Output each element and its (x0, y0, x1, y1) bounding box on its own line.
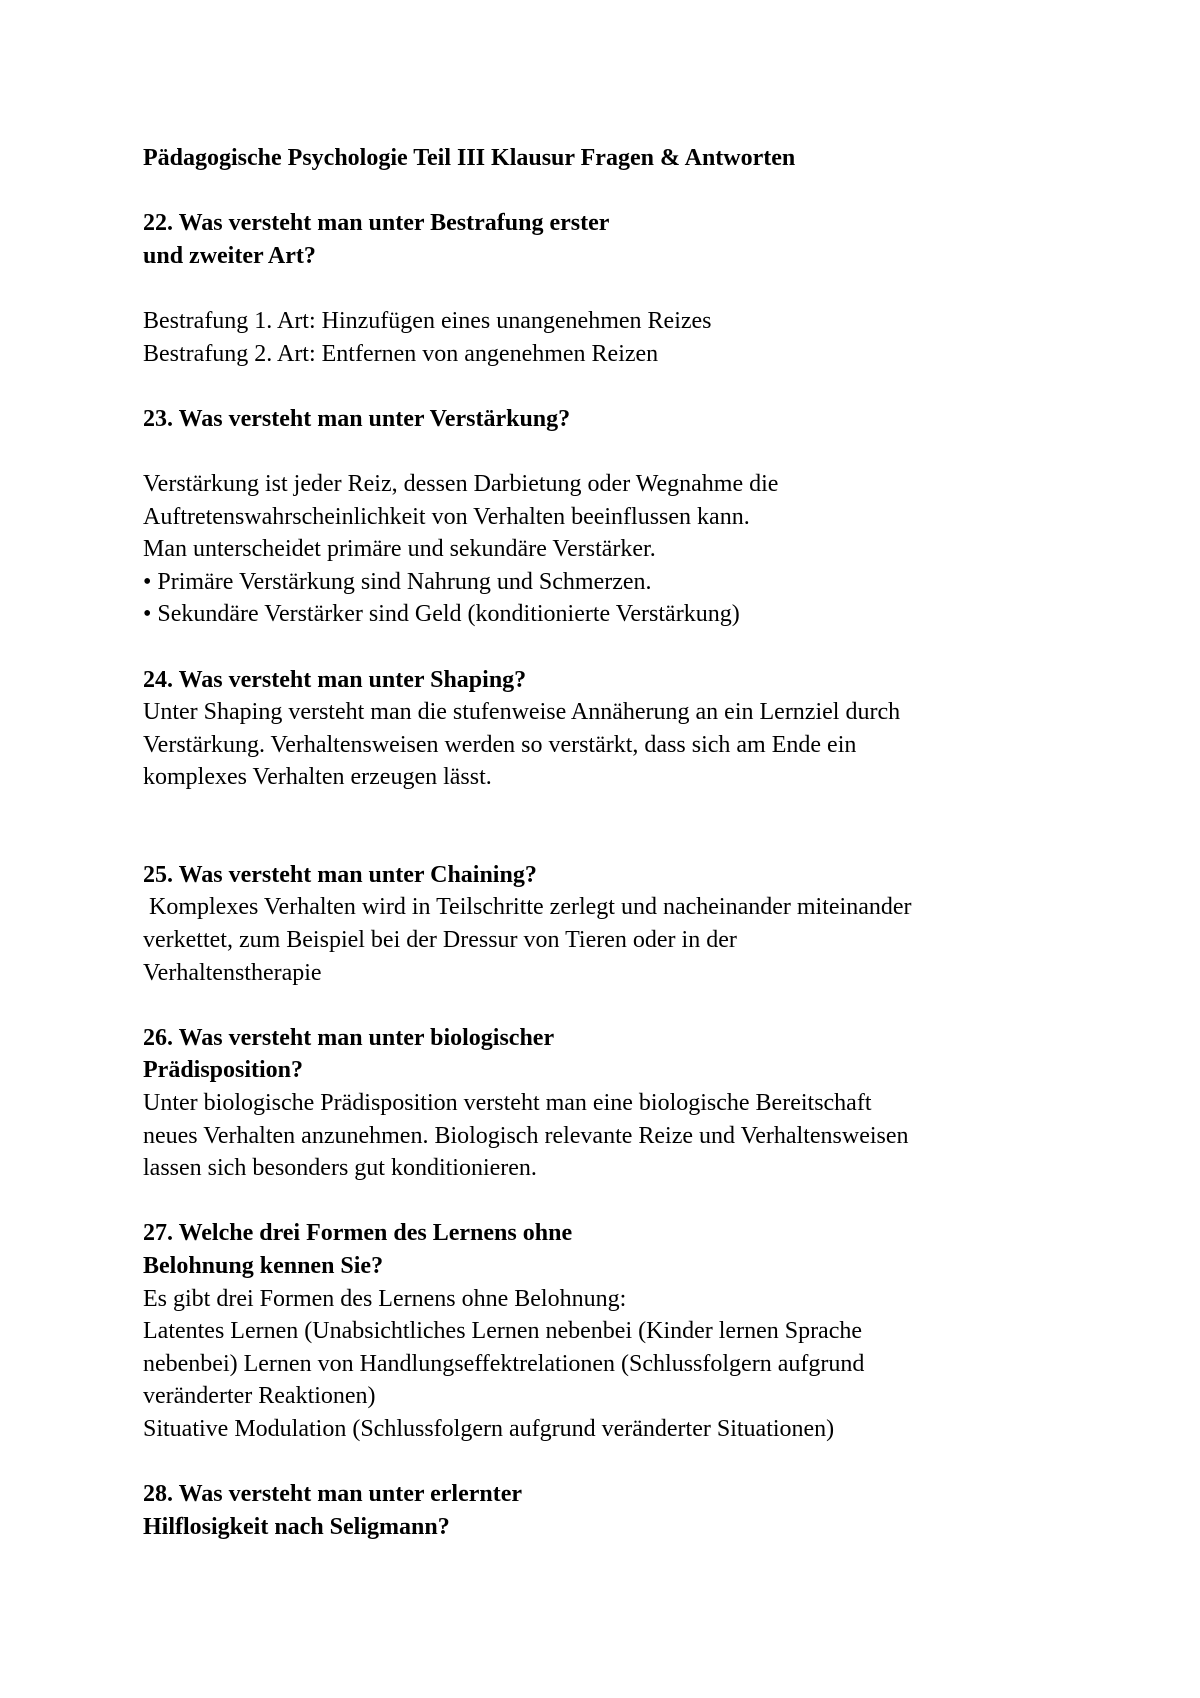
answer-27-line-5: Situative Modulation (Schlussfolgern aufgrund veränderter Situationen) (143, 1415, 835, 1442)
question-27-line-1: 27. Welche drei Formen des Lernens ohne (143, 1220, 573, 1247)
answer-23-line-2: Auftretenswahrscheinlichkeit von Verhalten beeinflussen kann. (143, 503, 750, 530)
question-22-line-1: 22. Was versteht man unter Bestrafung erster (143, 210, 610, 237)
answer-25-line-1: Komplexes Verhalten wird in Teilschritte zerlegt und nacheinander miteinander (143, 894, 912, 921)
question-26-line-1: 26. Was versteht man unter biologischer (143, 1024, 555, 1051)
document-page (143, 142, 1103, 1543)
answer-27-line-1: Es gibt drei Formen des Lernens ohne Belohnung: (143, 1285, 627, 1312)
answer-24-line-1: Unter Shaping versteht man die stufenweise Annäherung an ein Lernziel durch (143, 699, 901, 726)
answer-22-line-2: Bestrafung 2. Art: Entfernen von angenehmen Reizen (143, 340, 659, 367)
document-title: Pädagogische Psychologie Teil III Klausur Fragen & Antworten (143, 145, 796, 171)
answer-23-bullet-1: • Primäre Verstärkung sind Nahrung und Schmerzen. (143, 568, 652, 595)
answer-26-line-3: lassen sich besonders gut konditionieren. (143, 1155, 537, 1182)
question-24: 24. Was versteht man unter Shaping? (143, 666, 527, 693)
question-26-line-2: Prädisposition? (143, 1057, 304, 1084)
question-28-line-1: 28. Was versteht man unter erlernter (143, 1481, 523, 1508)
answer-22-line-1: Bestrafung 1. Art: Hinzufügen eines unangenehmen Reizes (143, 307, 712, 334)
answer-23-line-3: Man unterscheidet primäre und sekundäre Verstärker. (143, 536, 656, 563)
answer-25-line-3: Verhaltenstherapie (143, 959, 322, 986)
question-22-line-2: und zweiter Art? (143, 242, 316, 269)
answer-24-line-3: komplexes Verhalten erzeugen lässt. (143, 764, 492, 791)
answer-24-line-2: Verstärkung. Verhaltensweisen werden so verstärkt, dass sich am Ende ein (143, 731, 857, 758)
answer-23-line-1: Verstärkung ist jeder Reiz, dessen Darbietung oder Wegnahme die (143, 470, 779, 497)
answer-26-line-1: Unter biologische Prädisposition versteht man eine biologische Bereitschaft (143, 1090, 872, 1117)
question-28-line-2: Hilflosigkeit nach Seligmann? (143, 1513, 450, 1540)
answer-26-line-2: neues Verhalten anzunehmen. Biologisch relevante Reize und Verhaltensweisen (143, 1122, 909, 1149)
question-27-line-2: Belohnung kennen Sie? (143, 1253, 384, 1279)
answer-27-line-3: nebenbei) Lernen von Handlungseffektrelationen (Schlussfolgern aufgrund (143, 1350, 865, 1377)
answer-27-line-2: Latentes Lernen (Unabsichtliches Lernen nebenbei (Kinder lernen Sprache (143, 1318, 863, 1345)
answer-27-line-4: veränderter Reaktionen) (143, 1383, 376, 1410)
answer-25-line-2: verkettet, zum Beispiel bei der Dressur von Tieren oder in der (143, 927, 737, 954)
question-23: 23. Was versteht man unter Verstärkung? (143, 405, 571, 432)
answer-23-bullet-2: • Sekundäre Verstärker sind Geld (konditionierte Verstärkung) (143, 601, 740, 628)
question-25: 25. Was versteht man unter Chaining? (143, 861, 537, 888)
